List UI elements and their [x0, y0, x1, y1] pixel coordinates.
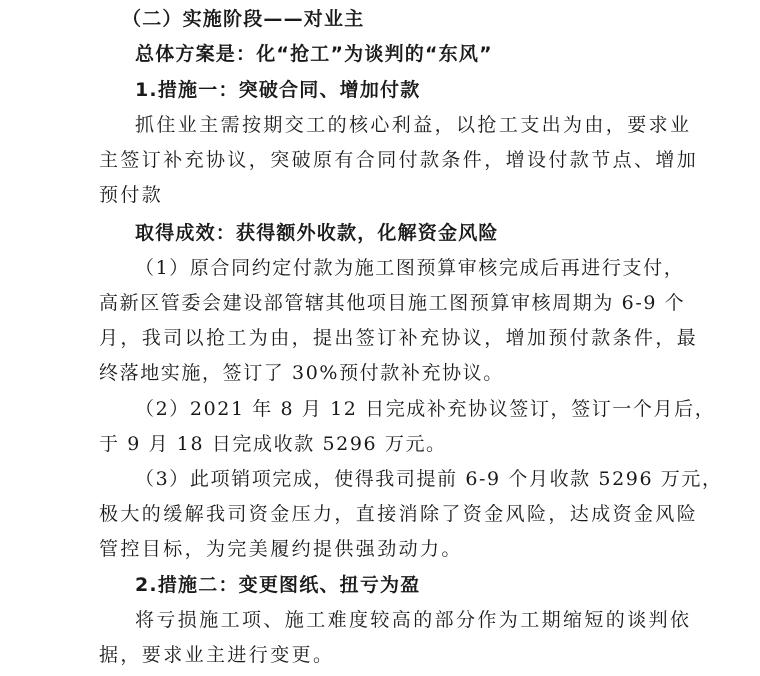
measure2-paragraph-line: 将亏损施工项、施工难度较高的部分作为工期缩短的谈判依	[135, 609, 692, 631]
result-heading: 取得成效：获得额外收款，化解资金风险	[135, 222, 499, 244]
measure2-title: 2.措施二：变更图纸、扭亏为盈	[135, 574, 421, 596]
result-item2-line: （2）2021 年 8 月 12 日完成补充协议签订，签订一个月后，	[135, 398, 716, 420]
result-item3-line: 管控目标，为完美履约提供强劲动力。	[99, 538, 463, 560]
overall-plan-heading: 总体方案是：化“抢工”为谈判的“东风”	[135, 43, 493, 65]
measure1-paragraph-line: 预付款	[99, 184, 164, 206]
measure1-paragraph-line: 主签订补充协议，突破原有合同付款条件，增设付款节点、增加	[99, 149, 699, 171]
result-item2-line: 于 9 月 18 日完成收款 5296 万元。	[99, 433, 447, 455]
result-item3-line: 极大的缓解我司资金压力，直接消除了资金风险，达成资金风险	[99, 503, 699, 525]
result-item1-line: 终落地实施，签订了 30%预付款补充协议。	[99, 362, 504, 384]
measure1-paragraph-line: 抓住业主需按期交工的核心利益，以抢工支出为由，要求业	[135, 114, 692, 136]
result-item3-line: （3）此项销项完成，使得我司提前 6-9 个月收款 5296 万元，	[135, 468, 723, 490]
measure2-paragraph-line: 据，要求业主进行变更。	[99, 644, 335, 666]
result-item1-line: 月，我司以抢工为由，提出签订补充协议，增加预付款条件，最	[99, 327, 699, 349]
result-item1-line: （1）原合同约定付款为施工图预算审核完成后再进行支付，	[135, 257, 685, 279]
measure1-title: 1.措施一：突破合同、增加付款	[135, 79, 421, 101]
result-item1-line: 高新区管委会建设部管辖其他项目施工图预算审核周期为 6-9 个	[99, 292, 686, 314]
section-heading: （二）实施阶段——对业主	[122, 8, 365, 30]
